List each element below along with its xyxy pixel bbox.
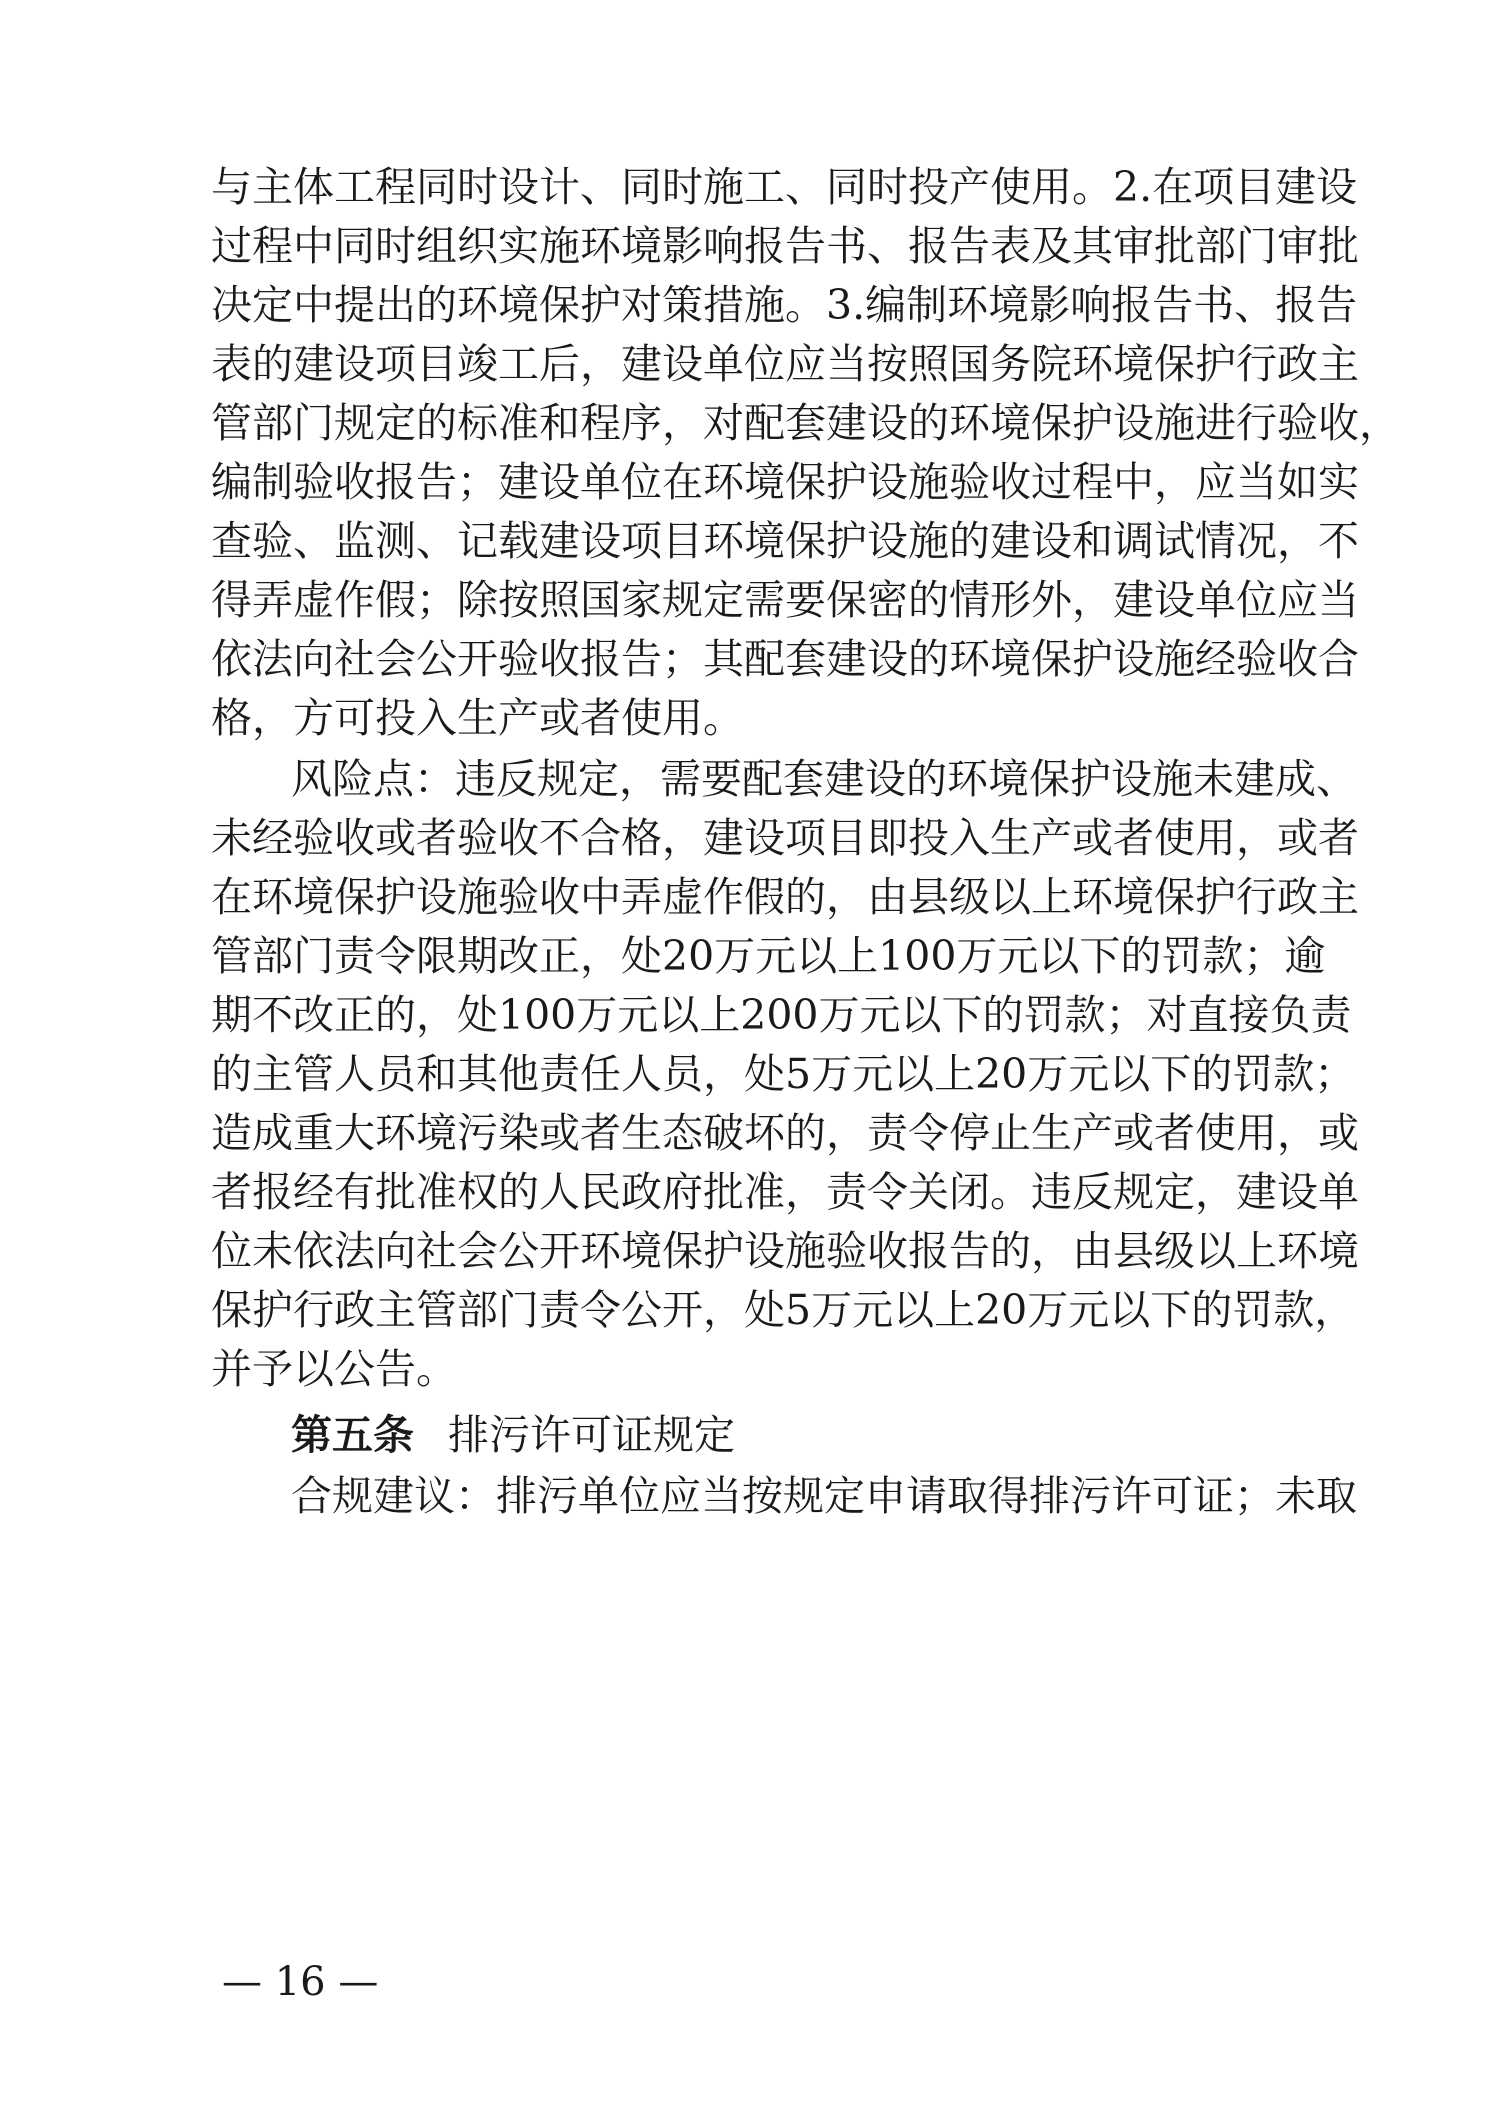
text-line: 与主体工程同时设计、同时施工、同时投产使用。2.在项目建设 xyxy=(211,163,1358,211)
article-heading xyxy=(291,1410,1301,1460)
text-line: 造成重大环境污染或者生态破坏的，责令停止生产或者使用，或 xyxy=(211,1109,1359,1157)
text-line: 表的建设项目竣工后，建设单位应当按照国务院环境保护行政主 xyxy=(211,340,1359,388)
article-title: 排污许可证规定 xyxy=(448,1411,735,1459)
text-line: 期不改正的，处100万元以上200万元以下的罚款；对直接负责 xyxy=(211,991,1352,1039)
page-number: — 16 — xyxy=(222,1959,379,2005)
text-line: 编制验收报告；建设单位在环境保护设施验收过程中，应当如实 xyxy=(211,458,1359,506)
text-line: 决定中提出的环境保护对策措施。3.编制环境影响报告书、报告 xyxy=(211,281,1358,329)
text-line: 者报经有批准权的人民政府批准，责令关闭。违反规定，建设单 xyxy=(211,1168,1359,1216)
text-line: 合规建议：排污单位应当按规定申请取得排污许可证；未取 xyxy=(291,1472,1357,1520)
text-line: 并予以公告。 xyxy=(211,1345,457,1393)
text-line: 未经验收或者验收不合格，建设项目即投入生产或者使用，或者 xyxy=(211,814,1359,862)
text-line: 在环境保护设施验收中弄虚作假的，由县级以上环境保护行政主 xyxy=(211,873,1359,921)
text-line: 过程中同时组织实施环境影响报告书、报告表及其审批部门审批 xyxy=(211,222,1359,270)
text-line: 查验、监测、记载建设项目环境保护设施的建设和调试情况，不 xyxy=(211,517,1359,565)
text-line: 依法向社会公开验收报告；其配套建设的环境保护设施经验收合 xyxy=(211,635,1359,683)
text-line: 保护行政主管部门责令公开，处5万元以上20万元以下的罚款， xyxy=(211,1286,1356,1334)
text-line: 的主管人员和其他责任人员，处5万元以上20万元以下的罚款； xyxy=(211,1050,1356,1098)
text-line: 得弄虚作假；除按照国家规定需要保密的情形外，建设单位应当 xyxy=(211,576,1359,624)
text-line: 管部门规定的标准和程序，对配套建设的环境保护设施进行验收， xyxy=(211,399,1400,447)
text-line: 管部门责令限期改正，处20万元以上100万元以下的罚款；逾 xyxy=(211,932,1326,980)
text-line: 位未依法向社会公开环境保护设施验收报告的，由县级以上环境 xyxy=(211,1227,1359,1275)
text-line: 格，方可投入生产或者使用。 xyxy=(211,694,744,742)
text-line: 风险点：违反规定，需要配套建设的环境保护设施未建成、 xyxy=(291,755,1357,803)
article-number: 第五条 xyxy=(291,1411,414,1459)
